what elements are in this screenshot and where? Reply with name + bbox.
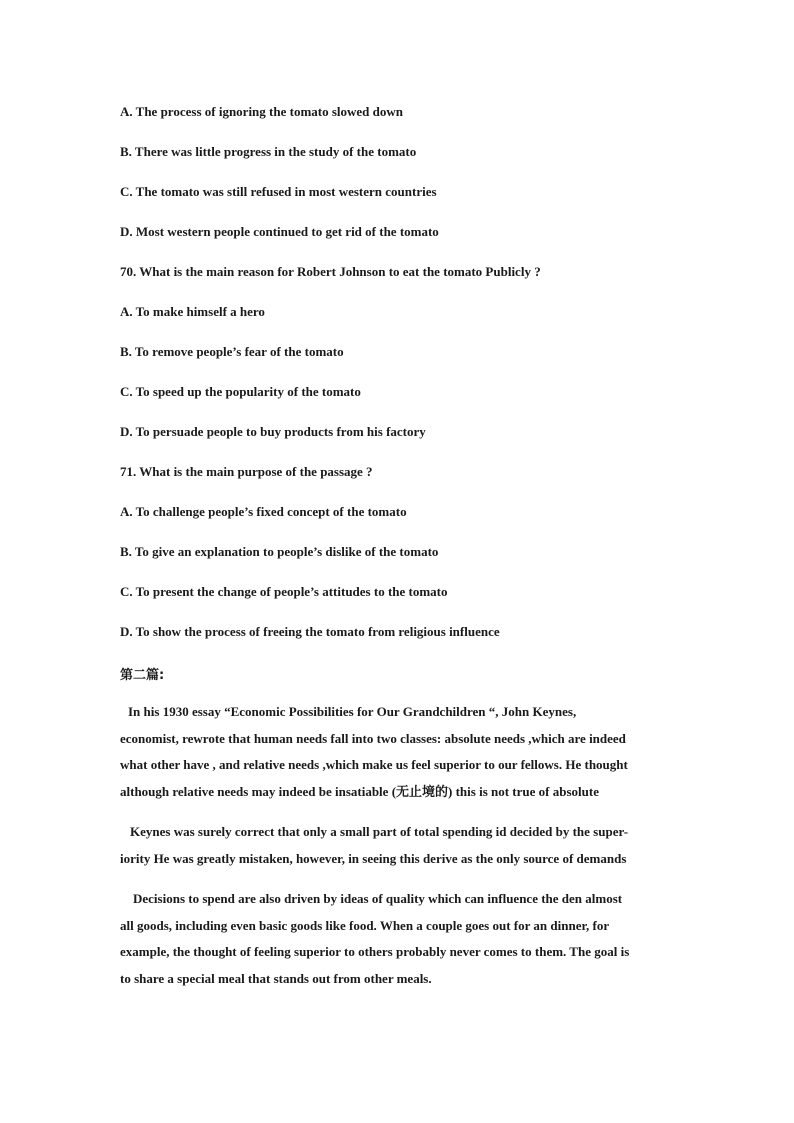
option-69-c: C. The tomato was still refused in most western countries: [120, 184, 437, 199]
passage-line: economist, rewrote that human needs fall into two classes: absolute needs ,which are indeed: [120, 730, 626, 746]
passage-line: to share a special meal that stands out from other meals.: [120, 970, 432, 986]
passage-line: Decisions to spend are also driven by ideas of quality which can influence the den almost: [133, 891, 623, 906]
passage-line: all goods, including even basic goods like food. When a couple goes out for an dinner, for: [120, 917, 610, 933]
option-70-c: C. To speed up the popularity of the tomato: [120, 384, 361, 399]
passage-line: iority He was greatly mistaken, however, in seeing this derive as the only source of demands: [120, 850, 627, 866]
passage-line: In his 1930 essay “Economic Possibilities for Our Grandchildren “, John Keynes,: [128, 704, 577, 719]
passage-line: example, the thought of feeling superior to others probably never comes to them. The goal is: [120, 944, 630, 959]
option-71-a: A. To challenge people’s fixed concept of the tomato: [120, 504, 407, 519]
passage-paragraph-2: [120, 819, 680, 872]
passage-line: Keynes was surely correct that only a small part of total spending id decided by the super-: [130, 824, 629, 839]
passage-line: what other have , and relative needs ,which make us feel superior to our fellows. He thought: [120, 757, 628, 772]
option-70-b: B. To remove people’s fear of the tomato: [120, 344, 344, 359]
option-70-d: D. To persuade people to buy products from his factory: [120, 424, 426, 439]
passage-paragraph-3: [120, 886, 680, 992]
option-70-a: A. To make himself a hero: [120, 304, 265, 319]
option-69-b: B. There was little progress in the study of the tomato: [120, 144, 417, 159]
option-71-b: B. To give an explanation to people’s dislike of the tomato: [120, 544, 439, 559]
section-heading: 第二篇:: [120, 668, 165, 683]
question-71: 71. What is the main purpose of the passage ?: [120, 464, 373, 479]
option-69-a: A. The process of ignoring the tomato slowed down: [120, 104, 404, 119]
passage-line: although relative needs may indeed be insatiable (无止境的) this is not true of absolute: [120, 783, 599, 799]
question-70: 70. What is the main reason for Robert Johnson to eat the tomato Publicly ?: [120, 264, 541, 279]
option-71-d: D. To show the process of freeing the tomato from religious influence: [120, 624, 500, 639]
option-69-d: D. Most western people continued to get rid of the tomato: [120, 224, 439, 239]
passage-paragraph-1: [120, 699, 680, 805]
option-71-c: C. To present the change of people’s attitudes to the tomato: [120, 584, 448, 599]
